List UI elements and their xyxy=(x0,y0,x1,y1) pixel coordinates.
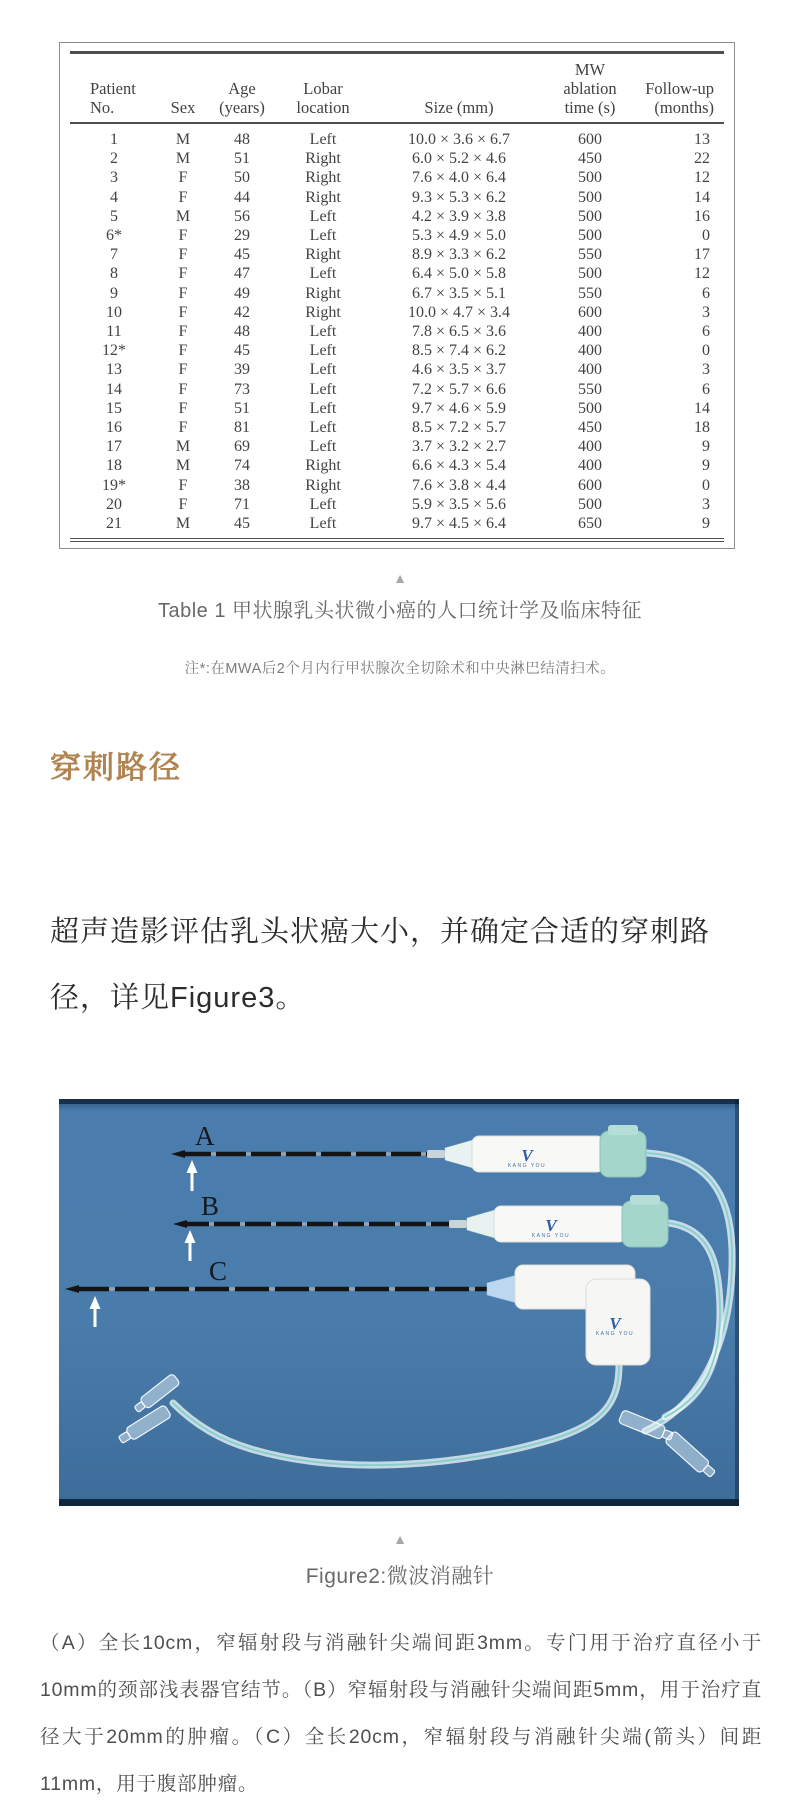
table-cell: 4.6 × 3.5 × 3.7 xyxy=(411,361,507,379)
table-cell: 6 xyxy=(702,284,710,302)
table-note: 注*:在MWA后2个月内行甲状腺次全切除术和中央淋巴结清扫术。 xyxy=(184,661,616,678)
table-cell: M xyxy=(175,150,191,168)
figure2-image xyxy=(59,1099,739,1506)
table-cell: 38 xyxy=(234,476,250,494)
column-header: MW ablation time (s) xyxy=(548,53,632,124)
brand-text: KANG YOU xyxy=(595,1331,635,1338)
table-cell: M xyxy=(175,438,191,456)
table-cell: 6 xyxy=(702,380,710,398)
table-cell: Right xyxy=(305,476,341,494)
table-cell: 8.5 × 7.4 × 6.2 xyxy=(411,342,507,360)
table-cell: 500 xyxy=(578,495,602,513)
table-cell: 22 xyxy=(694,150,710,168)
table-cell: 15 xyxy=(106,399,122,417)
table-cell: 450 xyxy=(578,419,602,437)
table-cell: 48 xyxy=(234,131,250,148)
table-cell: 48 xyxy=(234,323,250,341)
table-cell: 5.3 × 4.9 × 5.0 xyxy=(411,227,507,245)
table-cell: 7.6 × 3.8 × 4.4 xyxy=(411,476,507,494)
table-cell: Left xyxy=(309,515,337,533)
table-cell: 81 xyxy=(234,419,250,437)
table-cell: 500 xyxy=(578,188,602,206)
table-cell: F xyxy=(178,419,188,437)
table-cell: 3 xyxy=(702,303,710,321)
table-cell: 4.2 × 3.9 × 3.8 xyxy=(411,207,507,225)
collapse-triangle-icon: ▲ xyxy=(393,570,407,587)
table-cell: 51 xyxy=(234,399,250,417)
table-row xyxy=(70,380,724,399)
table-cell: 14 xyxy=(694,188,710,206)
table-cell: 71 xyxy=(234,495,250,513)
table-cell: 10.0 × 3.6 × 6.7 xyxy=(407,131,511,148)
table-cell: 6.4 × 5.0 × 5.8 xyxy=(411,265,507,283)
patient-table-body xyxy=(70,123,724,540)
table-cell: 7.2 × 5.7 × 6.6 xyxy=(411,380,507,398)
patient-table-container xyxy=(59,42,735,549)
table-row xyxy=(70,456,724,475)
table-row xyxy=(70,514,724,540)
column-header: Lobar location xyxy=(276,53,370,124)
table-row xyxy=(70,245,724,264)
needle-b-label: B xyxy=(201,1191,220,1222)
table-cell: 9.3 × 5.3 × 6.2 xyxy=(411,188,507,206)
table-cell: 14 xyxy=(106,380,122,398)
table-row xyxy=(70,303,724,322)
table-cell: 400 xyxy=(578,438,602,456)
table-cell: 8.9 × 3.3 × 6.2 xyxy=(411,246,507,264)
table-row xyxy=(70,476,724,495)
table-row xyxy=(70,188,724,207)
table-cell: 5 xyxy=(110,207,118,225)
table-cell: M xyxy=(175,457,191,475)
table-cell: 600 xyxy=(578,303,602,321)
table-cell: F xyxy=(178,476,188,494)
table-caption: Table 1 甲状腺乳头状微小癌的人口统计学及临床特征 xyxy=(157,600,643,623)
table-cell: 13 xyxy=(694,131,710,148)
table-cell: 44 xyxy=(234,188,250,206)
table-cell: 14 xyxy=(694,399,710,417)
needle-a-label: A xyxy=(195,1121,215,1152)
kangyou-logo-icon: V xyxy=(521,1146,533,1166)
table-cell: 9 xyxy=(702,515,710,533)
table-cell: 7.6 × 4.0 × 6.4 xyxy=(411,169,507,187)
table-cell: 2 xyxy=(110,150,118,168)
table-cell: 17 xyxy=(694,246,710,264)
table-cell: F xyxy=(178,303,188,321)
table-row xyxy=(70,360,724,379)
table-cell: M xyxy=(175,515,191,533)
table-cell: 39 xyxy=(234,361,250,379)
table-cell: 49 xyxy=(234,284,250,302)
table-row xyxy=(70,322,724,341)
table-cell: 7 xyxy=(110,246,118,264)
table-cell: 45 xyxy=(234,342,250,360)
table-cell: 450 xyxy=(578,150,602,168)
table-cell: 600 xyxy=(578,476,602,494)
table-cell: 3.7 × 3.2 × 2.7 xyxy=(411,438,507,456)
table-cell: Right xyxy=(305,284,341,302)
table-row xyxy=(70,437,724,456)
table-cell: F xyxy=(178,380,188,398)
table-cell: Left xyxy=(309,131,337,148)
table-cell: 500 xyxy=(578,207,602,225)
patient-table-head-row xyxy=(70,53,724,124)
table-cell: F xyxy=(178,284,188,302)
table-cell: 5.9 × 3.5 × 5.6 xyxy=(411,495,507,513)
table-cell: 500 xyxy=(578,399,602,417)
column-header: Sex xyxy=(158,53,208,124)
article-page xyxy=(0,42,800,1813)
table-cell: 16 xyxy=(106,419,122,437)
table-cell: 1 xyxy=(110,131,118,148)
table-cell: 3 xyxy=(702,361,710,379)
table-cell: 6 xyxy=(702,323,710,341)
table-cell: F xyxy=(178,399,188,417)
table-cell: Right xyxy=(305,303,341,321)
table-cell: 12* xyxy=(102,342,126,360)
table-cell: 9.7 × 4.5 × 6.4 xyxy=(411,515,507,533)
table-cell: 42 xyxy=(234,303,250,321)
table-cell: 500 xyxy=(578,227,602,245)
table-cell: 3 xyxy=(110,169,118,187)
figure-caption: Figure2:微波消融针 xyxy=(305,1565,495,1589)
table-cell: Left xyxy=(309,361,337,379)
table-cell: 650 xyxy=(578,515,602,533)
table-cell: Left xyxy=(309,323,337,341)
table-cell: 45 xyxy=(234,246,250,264)
table-cell: 550 xyxy=(578,246,602,264)
table-row xyxy=(70,495,724,514)
table-cell: Left xyxy=(309,207,337,225)
table-cell: F xyxy=(178,342,188,360)
table-cell: 6.7 × 3.5 × 5.1 xyxy=(411,284,507,302)
table-cell: 400 xyxy=(578,361,602,379)
table-cell: 69 xyxy=(234,438,250,456)
table-cell: F xyxy=(178,188,188,206)
table-cell: 20 xyxy=(106,495,122,513)
column-header: Patient No. xyxy=(70,53,158,124)
table-cell: 6* xyxy=(106,227,122,245)
table-cell: 74 xyxy=(234,457,250,475)
table-row xyxy=(70,168,724,187)
brand-text: KANG YOU xyxy=(507,1163,547,1170)
table-cell: 3 xyxy=(702,495,710,513)
table-cell: Left xyxy=(309,380,337,398)
table-row xyxy=(70,399,724,418)
table-cell: M xyxy=(175,131,191,148)
section-heading: 穿刺路径 xyxy=(50,750,182,786)
column-header: Follow-up (months) xyxy=(632,53,724,124)
table-cell: 10 xyxy=(106,303,122,321)
table-cell: 56 xyxy=(234,207,250,225)
kangyou-logo-icon: V xyxy=(545,1216,557,1236)
table-cell: 9 xyxy=(702,438,710,456)
table-cell: 12 xyxy=(694,169,710,187)
table-cell: 7.8 × 6.5 × 3.6 xyxy=(411,323,507,341)
table-cell: 13 xyxy=(106,361,122,379)
table-cell: F xyxy=(178,265,188,283)
table-cell: 550 xyxy=(578,284,602,302)
table-cell: 51 xyxy=(234,150,250,168)
table-row xyxy=(70,264,724,283)
table-cell: 29 xyxy=(234,227,250,245)
table-cell: 47 xyxy=(234,265,250,283)
table-cell: Left xyxy=(309,495,337,513)
table-cell: 400 xyxy=(578,342,602,360)
table-cell: 18 xyxy=(694,419,710,437)
patient-table xyxy=(70,51,724,542)
table-cell: 16 xyxy=(694,207,710,225)
table-row xyxy=(70,284,724,303)
table-row xyxy=(70,207,724,226)
table-cell: F xyxy=(178,169,188,187)
figure-description: （A）全长10cm，窄辐射段与消融针尖端间距3mm。专门用于治疗直径小于10mm的颈部浅表器官结节。（B）窄辐射段与消融针尖端间距5mm，用于治疗直径大于20mm的肿瘤。（C）全长20cm，窄辐射段与消融针尖端(箭头）间距11mm，用于腹部肿瘤。 xyxy=(40,1632,762,1796)
collapse-triangle-icon: ▲ xyxy=(393,1531,407,1548)
table-cell: 0 xyxy=(702,227,710,245)
column-header: Age (years) xyxy=(208,53,276,124)
table-cell: Left xyxy=(309,342,337,360)
table-cell: 12 xyxy=(694,265,710,283)
table-cell: F xyxy=(178,495,188,513)
column-header: Size (mm) xyxy=(370,53,548,124)
table-cell: 6.0 × 5.2 × 4.6 xyxy=(411,150,507,168)
table-cell: 9.7 × 4.6 × 5.9 xyxy=(411,399,507,417)
table-cell: 11 xyxy=(106,323,122,341)
table-cell: Right xyxy=(305,169,341,187)
table-cell: 8 xyxy=(110,265,118,283)
table-cell: 45 xyxy=(234,515,250,533)
table-cell: F xyxy=(178,323,188,341)
table-cell: 50 xyxy=(234,169,250,187)
table-cell: M xyxy=(175,207,191,225)
table-cell: F xyxy=(178,227,188,245)
table-cell: Left xyxy=(309,438,337,456)
table-row xyxy=(70,341,724,360)
table-cell: 500 xyxy=(578,169,602,187)
table-cell: Left xyxy=(309,265,337,283)
table-cell: 8.5 × 7.2 × 5.7 xyxy=(411,419,507,437)
table-cell: 0 xyxy=(702,342,710,360)
table-cell: 400 xyxy=(578,323,602,341)
table-cell: 600 xyxy=(578,131,602,148)
kangyou-logo-icon: V xyxy=(609,1314,621,1334)
table-cell: F xyxy=(178,361,188,379)
table-cell: 6.6 × 4.3 × 5.4 xyxy=(411,457,507,475)
table-cell: 18 xyxy=(106,457,122,475)
table-row xyxy=(70,226,724,245)
table-cell: 73 xyxy=(234,380,250,398)
table-cell: F xyxy=(178,246,188,264)
table-cell: 19* xyxy=(102,476,126,494)
table-cell: Left xyxy=(309,227,337,245)
table-cell: Right xyxy=(305,150,341,168)
table-cell: 500 xyxy=(578,265,602,283)
table-cell: 400 xyxy=(578,457,602,475)
table-cell: Right xyxy=(305,457,341,475)
table-cell: 0 xyxy=(702,476,710,494)
table-row xyxy=(70,418,724,437)
brand-text: KANG YOU xyxy=(531,1233,571,1240)
section-body-text: 超声造影评估乳头状癌大小，并确定合适的穿刺路径，详见Figure3。 xyxy=(50,916,711,1015)
table-cell: Left xyxy=(309,399,337,417)
table-row xyxy=(70,123,724,149)
table-cell: Left xyxy=(309,419,337,437)
needle-c-label: C xyxy=(209,1256,228,1287)
table-cell: 9 xyxy=(702,457,710,475)
table-cell: 4 xyxy=(110,188,118,206)
table-cell: 550 xyxy=(578,380,602,398)
table-cell: 10.0 × 4.7 × 3.4 xyxy=(407,303,511,321)
table-cell: Right xyxy=(305,188,341,206)
table-row xyxy=(70,149,724,168)
table-cell: 21 xyxy=(106,515,122,533)
table-cell: Right xyxy=(305,246,341,264)
table-cell: 9 xyxy=(110,284,118,302)
table-cell: 17 xyxy=(106,438,122,456)
